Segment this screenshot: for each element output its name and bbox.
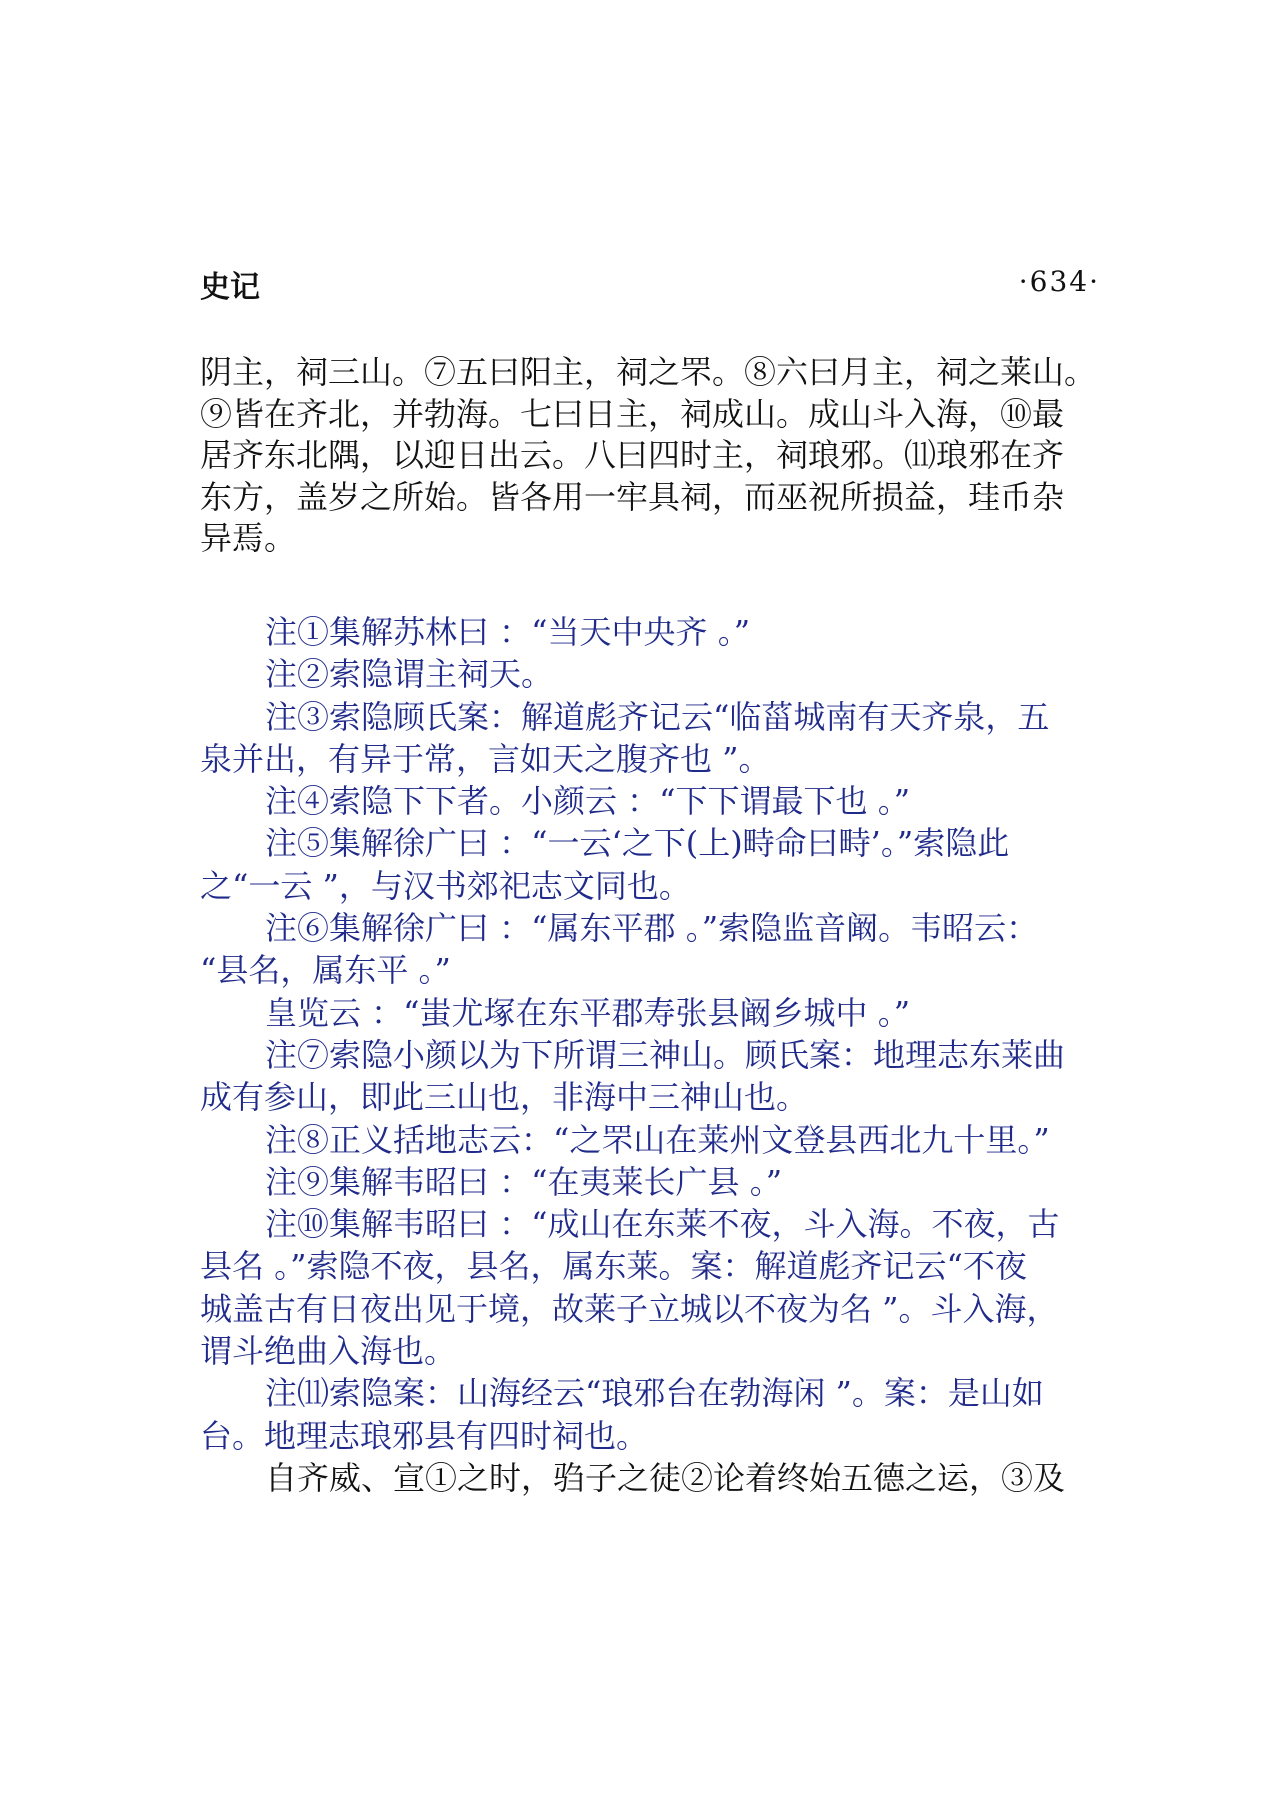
- note-line: 成有参山，即此三山也，非海中三神山也。: [200, 1078, 809, 1117]
- note-line: 注②索隐谓主祠天。: [265, 655, 554, 694]
- note-line: 注③索隐顾氏案：解道彪齐记云“临菑城南有天齐泉，五: [265, 697, 1050, 736]
- main-text-line: 自齐威、宣①之时，驺子之徒②论着终始五德之运，③及: [265, 1458, 1066, 1497]
- note-line: 注①集解苏林曰 ：“当天中央齐 。”: [265, 613, 751, 651]
- note-line: 注⑩集解韦昭曰 ：“成山在东莱不夜，斗入海。不夜，古: [265, 1205, 1060, 1244]
- note-line: 台。地理志琅邪县有四时祠也。: [200, 1416, 649, 1455]
- main-text-line: 东方，盖岁之所始。皆各用一牢具祠，而巫祝所损益，珪币杂: [200, 477, 1065, 516]
- main-text: [200, 352, 1100, 560]
- note-line: 注⑾索隐案：山海经云“琅邪台在勃海闲 ”。案：是山如: [265, 1374, 1044, 1413]
- page-number: ·634·: [1018, 265, 1100, 298]
- note-line: 注⑦索隐小颜以为下所谓三神山。顾氏案：地理志东莱曲: [265, 1035, 1066, 1074]
- note-line: 注⑤集解徐广曰 ：“一云‘之下(上)畤命曰畤’。”索隐此: [265, 824, 1010, 863]
- annotation-notes: [200, 611, 1100, 1499]
- note-line: 之“一云 ”，与汉书郊祀志文同也。: [200, 866, 691, 905]
- main-text-line: 异焉。: [200, 519, 297, 557]
- note-line: 注⑧正义括地志云：“之罘山在莱州文登县西北九十里。”: [265, 1120, 1050, 1159]
- note-line: 注⑥集解徐广曰 ：“属东平郡 。”索隐监音阚。韦昭云：: [265, 909, 1039, 948]
- note-line: 注⑨集解韦昭曰 ：“在夷莱长广县 。”: [265, 1162, 783, 1201]
- running-head-title: 史记: [200, 270, 260, 305]
- main-text-line: ⑨皆在齐北，并勃海。七曰日主，祠成山。成山斗入海，⑩最: [200, 394, 1065, 433]
- main-text-line: 阴主，祠三山。⑦五曰阳主，祠之罘。⑧六曰月主，祠之莱山。: [200, 353, 1097, 391]
- note-line: 皇览云 ：“蚩尤塚在东平郡寿张县阚乡城中 。”: [265, 993, 911, 1032]
- note-line: “县名，属东平 。”: [200, 951, 451, 990]
- main-text-line: 居齐东北隅，以迎日出云。八曰四时主，祠琅邪。⑾琅邪在齐: [200, 436, 1065, 474]
- note-line: 谓斗绝曲入海也。: [200, 1332, 457, 1371]
- note-line: 注④索隐下下者。小颜云 ：“下下谓最下也 。”: [265, 782, 911, 821]
- note-line: 县名 。”索隐不夜，县名，属东莱。案：解道彪齐记云“不夜: [200, 1247, 1027, 1286]
- note-line: 泉并出，有异于常，言如天之腹齐也 ”。: [200, 739, 771, 778]
- note-line: 城盖古有日夜出见于境，故莱子立城以不夜为名 ”。斗入海，: [200, 1289, 1059, 1328]
